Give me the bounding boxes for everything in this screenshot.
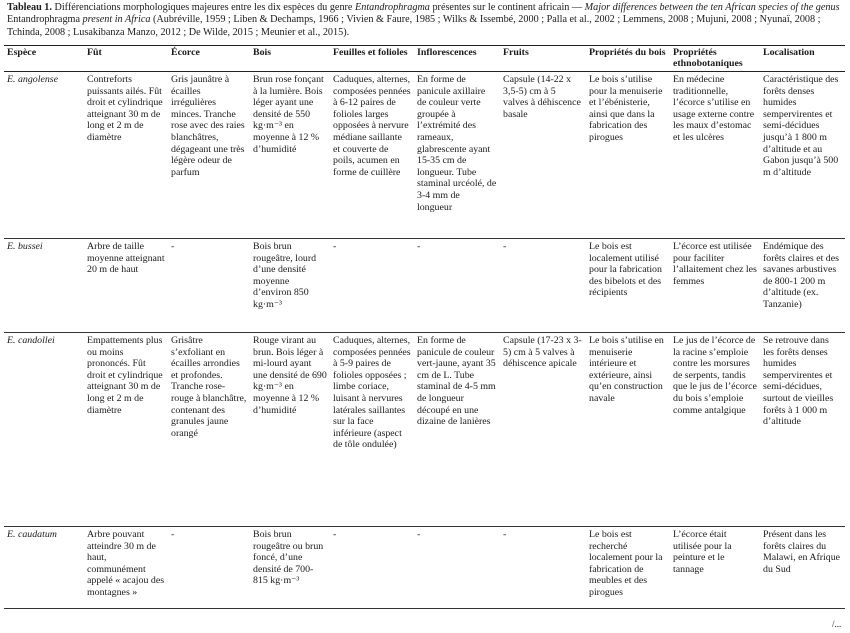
header-proprietes: Propriétés du bois [589,47,666,58]
cell-localisation: Se retrouve dans les forêts denses humides sempervirentes et semi-décidues, surtout de vieilles forêts à 1 000 m d’altitude [763,335,834,428]
cell-inflorescences: En forme de panicule axillaire de couleur verte groupée à l’extrémité des rameaux, glabrescente ayant 15-35 cm de longueur. Tube staminal urcéolé, de 3-4 mm de longueur [417,74,497,213]
header-fruits: Fruits [503,47,529,58]
continuation-mark: /... [832,619,842,629]
cell-bois: Bois brun rougeâtre ou brun foncé, d’une densité de 700-815 kg·m⁻³ [253,529,324,587]
caption-references: (Aubréville, 1959 ; Liben & Dechamps, 1966 ; Vivien & Faure, 1985 ; Wilks & Issembé, 2000 ; Palla et al., 2002 ; Lemmens, 2008 ; Mujuni, 2008 ; Nyunaï, 2008 ; Tchinda, 2008 ; Lusakibanza Manzo, 2012 ; De Wilde, 2015 ; Meunier et al., 2015). [7,14,821,38]
cell-bois: Rouge virant au brun. Bois léger à mi-lourd ayant une densité de 690 kg·m⁻³ en moyenne à 12 % d’humidité [253,335,327,416]
cell-espece: E. candollei [7,335,55,346]
header-ecorce: Écorce [171,47,200,58]
caption-en-part2: present in Africa [82,14,151,26]
cell-espece: E. bussei [7,241,43,252]
cell-localisation: Caractéristique des forêts denses humides sempervirentes et semi-décidues jusqu’à 1 800 m d’altitude et au Gabon jusqu’à 500 m d’altitude [763,74,839,178]
cell-feuilles: Caduques, alternes, composées pennées à 5-9 paires de folioles opposées ; limbe coriace, luisant à nervures latérales saillantes sur la face inférieure (aspect de tôle ondulée) [333,335,411,451]
cell-proprietes: Le bois est recherché localement pour la fabrication de meubles et des pirogues [589,529,663,598]
cell-fut: Contreforts puissants ailés. Fût droit et cylindrique atteignant 30 m de long et 2 m de diamètre [87,74,163,143]
caption-en-part1: Major differences between the ten African species of the genus [584,2,840,13]
header-ethno: Propriétés ethnobotaniques [673,47,743,69]
table-row-bussei [4,239,845,333]
cell-ecorce: - [171,529,175,540]
cell-ethno: L’écorce est utilisée pour faciliter l’allaitement chez les femmes [673,241,757,287]
cell-fut: Arbre de taille moyenne atteignant 20 m de haut [87,241,165,276]
cell-fruits: - [503,529,507,540]
cell-bois: Brun rose fonçant à la lumière. Bois léger ayant une densité de 550 kg·m⁻³ en moyenne à 12 % d’humidité [253,74,324,155]
table-row-angolense [4,72,845,239]
cell-proprietes: Le bois s’utilise pour la menuiserie et l’ébénisterie, ainsi que dans la fabrication des pirogues [589,74,663,143]
cell-inflorescences: - [417,529,421,540]
header-row [4,46,845,72]
cell-inflorescences: En forme de panicule de couleur vert-jaune, ayant 35 cm de L. Tube staminal de 4-5 mm de longueur découpé en une dizaine de lanières [417,335,496,428]
cell-ecorce: Grisâtre s’exfoliant en écailles arrondies et profondes. Tranche rose-rouge à blanchâtre, contenant des granules jaune orangé [171,335,247,439]
cell-fruits: - [503,241,507,252]
header-feuilles: Feuilles et folioles [333,47,408,58]
cell-espece: E. caudatum [7,529,57,540]
caption-genus-en: Entandrophragma [7,14,83,26]
caption-label: Tableau 1. [7,2,52,13]
caption-fr-part2: présentes sur le continent africain — [429,2,585,13]
cell-ethno: L’écorce était utilisée pour la peinture et le tannage [673,529,732,575]
header-inflorescences: Inflorescences [417,47,477,58]
cell-ecorce: Gris jaunâtre à écailles irrégulières minces. Tranche rose avec des raies blanchâtres, dégageant une très légère odeur de parfum [171,74,245,178]
table-caption [7,2,843,39]
cell-inflorescences: - [417,241,421,252]
header-espece: Espèce [7,47,37,58]
cell-ecorce: - [171,241,175,252]
cell-proprietes: Le bois est localement utilisé pour la fabrication des bibelots et des récipients [589,241,662,299]
cell-proprietes: Le bois s’utilise en menuiserie intérieure et extérieure, ainsi qu’en construction navale [589,335,664,404]
cell-fut: Empattements plus ou moins prononcés. Fût droit et cylindrique atteignant 30 m de long et 2 m de diamètre [87,335,163,416]
cell-ethno: Le jus de l’écorce de la racine s’emploie contre les morsures de serpents, tandis que le jus de l’écorce du bois s’emploie comme antalgique [673,335,757,416]
header-bois: Bois [253,47,272,58]
cell-fruits: Capsule (14-22 x 3,5-5) cm à 5 valves à déhiscence basale [503,74,581,120]
table-row-candollei [4,333,845,527]
header-localisation: Localisation [763,47,815,58]
table-row-caudatum [4,527,845,609]
cell-fut: Arbre pouvant atteindre 30 m de haut, communément appelé « acajou des montagnes » [87,529,165,598]
cell-feuilles: Caduques, alternes, composées pennées à 6-12 paires de folioles larges opposées à nervure médiane saillante et couverte de poils, acumen en forme de cuillère [333,74,411,178]
cell-fruits: Capsule (17-23 x 3-5) cm à 5 valves à déhiscence apicale [503,335,582,370]
header-fut: Fût [87,47,102,58]
cell-bois: Bois brun rougeâtre, lourd d’une densité moyenne d’environ 850 kg·m⁻³ [253,241,317,310]
species-table [4,45,845,609]
cell-ethno: En médecine traditionnelle, l’écorce s’utilise en usage externe contre les maux d’estomac et les ulcères [673,74,755,143]
cell-espece: E. angolense [7,74,59,85]
caption-fr-part1: Différenciations morphologiques majeures entre les dix espèces du genre [51,2,355,13]
cell-localisation: Endémique des forêts claires et des savanes arbustives de 800-1 200 m d’altitude (ex. Tanzanie) [763,241,839,310]
cell-localisation: Présent dans les forêts claires du Malawi, en Afrique du Sud [763,529,841,575]
cell-feuilles: - [333,529,337,540]
caption-genus: Entandrophragma [355,2,430,13]
cell-feuilles: - [333,241,337,252]
